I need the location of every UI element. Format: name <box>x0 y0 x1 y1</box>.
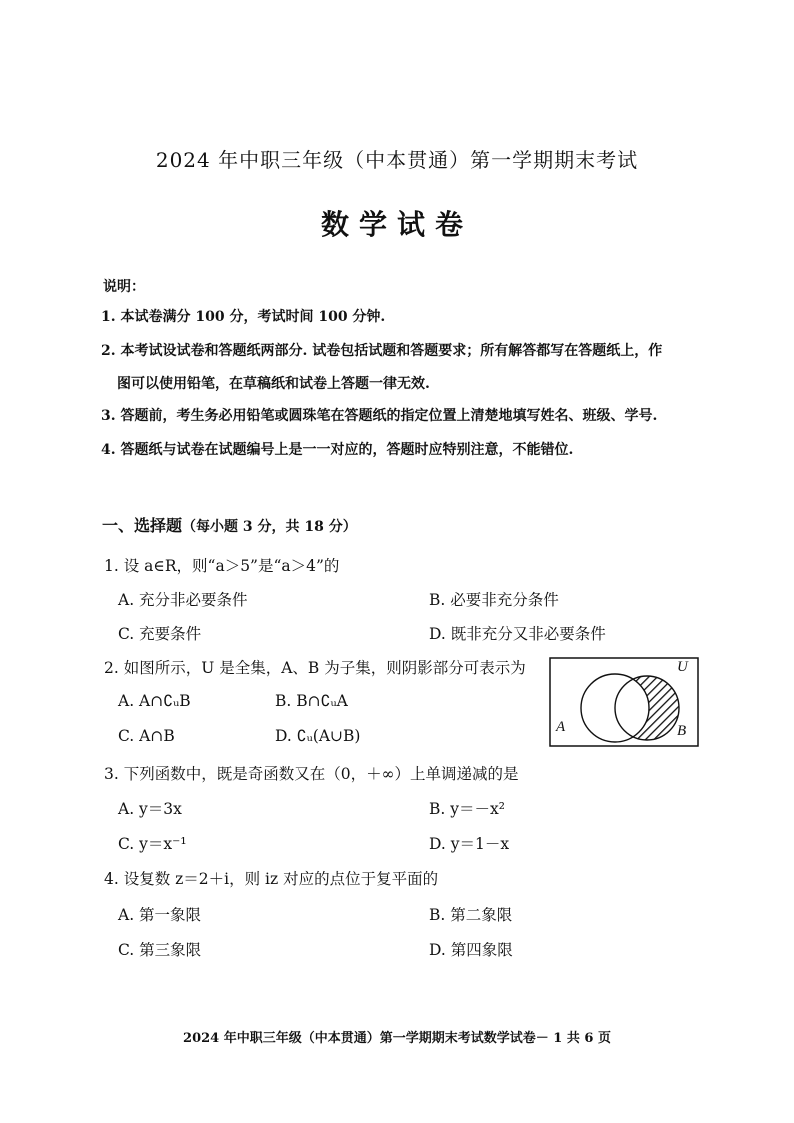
question-2-stem: 2. 如图所示，U 是全集，A、B 为子集，则阴影部分可表示为 <box>104 659 526 677</box>
instruction-item-1: 1. 本试卷满分 100 分，考试时间 100 分钟. <box>101 309 386 325</box>
question-3-option-d: D. y＝1－x <box>429 835 510 853</box>
question-1-option-c: C. 充要条件 <box>118 625 202 643</box>
question-2-option-b: B. B∩∁ᵤA <box>275 692 348 710</box>
question-4-option-b: B. 第二象限 <box>429 906 513 924</box>
question-2-option-d: D. ∁ᵤ(A∪B) <box>275 727 361 745</box>
question-1-option-d: D. 既非充分又非必要条件 <box>429 625 606 643</box>
instructions-heading: 说明： <box>103 279 145 295</box>
exam-title: 2024 年中职三年级（中本贯通）第一学期期末考试 <box>155 148 639 172</box>
question-4-option-a: A. 第一象限 <box>118 906 202 924</box>
section-score-note: （每小题 3 分，共 18 分） <box>182 519 357 535</box>
question-2-option-c: C. A∩B <box>118 727 175 745</box>
question-1-option-b: B. 必要非充分条件 <box>429 591 559 609</box>
section-choice-heading <box>102 513 357 536</box>
venn-label-u: U <box>677 659 688 675</box>
instruction-item-2-cont: 图可以使用铅笔，在草稿纸和试卷上答题一律无效. <box>117 376 430 392</box>
instruction-item-4: 4. 答题纸与试卷在试题编号上是一一对应的，答题时应特别注意，不能错位. <box>101 442 574 458</box>
question-4-option-c: C. 第三象限 <box>118 941 202 959</box>
question-3-option-b: B. y＝－x² <box>429 800 505 818</box>
question-4-stem: 4. 设复数 z＝2＋i，则 iz 对应的点位于复平面的 <box>104 870 439 888</box>
paper-subtitle: 数学试卷 <box>320 208 473 241</box>
question-1-stem: 1. 设 a∈R，则“a＞5”是“a＞4”的 <box>104 557 340 575</box>
venn-diagram <box>549 657 699 747</box>
venn-label-b: B <box>677 723 687 739</box>
question-1-option-a: A. 充分非必要条件 <box>118 591 248 609</box>
section-title: 一、选择题 <box>102 516 183 535</box>
page-footer: 2024 年中职三年级（中本贯通）第一学期期末考试数学试卷－ 1 共 6 页 <box>183 1031 611 1046</box>
question-3-option-a: A. y＝3x <box>118 800 182 818</box>
question-3-stem: 3. 下列函数中，既是奇函数又在（0，＋∞）上单调递减的是 <box>104 765 519 783</box>
question-3-option-c: C. y＝x⁻¹ <box>118 835 187 853</box>
instruction-item-2: 2. 本考试设试卷和答题纸两部分. 试卷包括试题和答题要求；所有解答都写在答题纸上，作 <box>101 343 663 359</box>
venn-label-a: A <box>556 719 566 735</box>
question-4-option-d: D. 第四象限 <box>429 941 513 959</box>
question-2-option-a: A. A∩∁ᵤB <box>118 692 191 710</box>
instruction-item-3: 3. 答题前，考生务必用铅笔或圆珠笔在答题纸的指定位置上清楚地填写姓名、班级、学号. <box>101 408 658 424</box>
